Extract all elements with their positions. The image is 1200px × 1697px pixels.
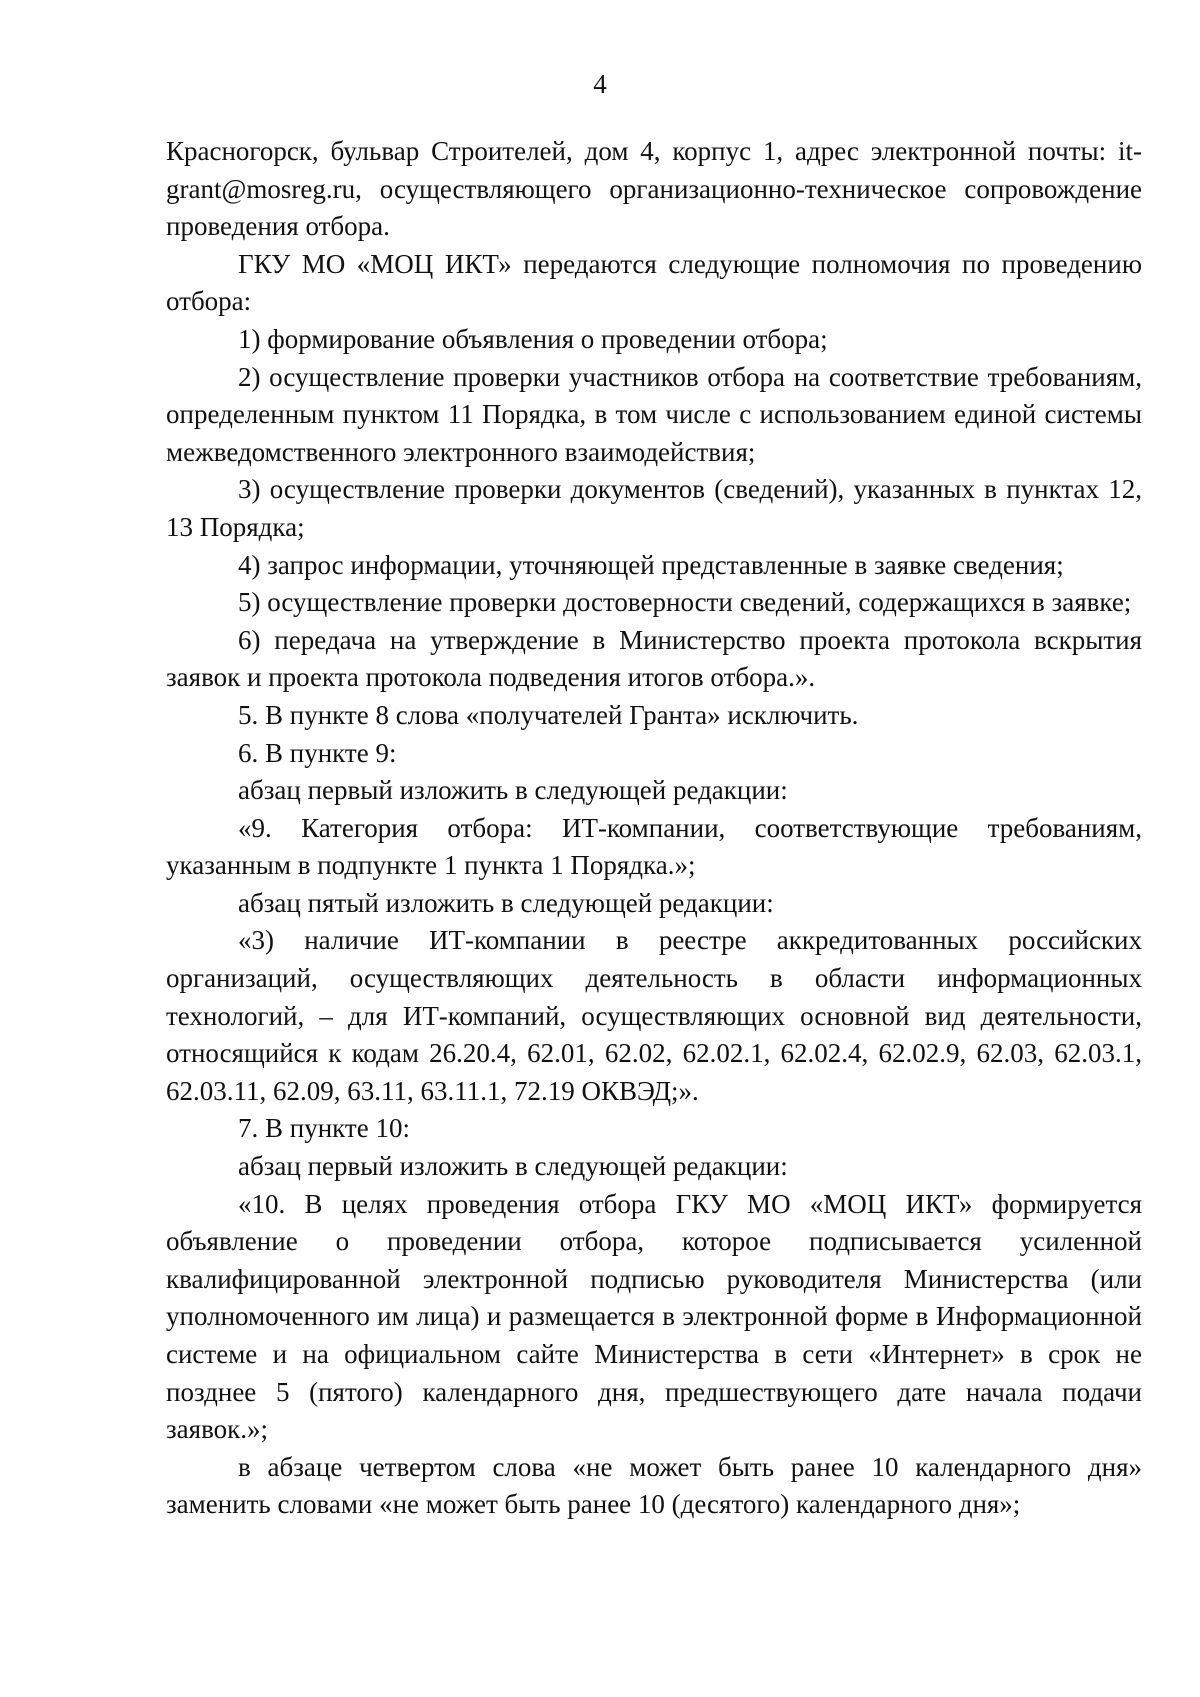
paragraph-item-6-registry: «3) наличие ИТ-компании в реестре аккредитованных российских организаций, осуществляющих деятельность в области информационных технологий, – для ИТ-компаний, осуществляющих основной вид деятельности, относящийся к кодам 26.20.4, 62.01, 62.02, 62.02.1, 62.02.4, 62.02.9, 62.03, 62.03.1, 62.03.11, 62.09, 63.11, 63.11.1, 72.19 ОКВЭД;». xyxy=(166,925,1142,1106)
paragraph-power-4: 4) запрос информации, уточняющей представленные в заявке сведения; xyxy=(238,549,1064,580)
paragraph-item-6-category: «9. Категория отбора: ИТ-компании, соответствующие требованиям, указанным в подпункте 1 пункта 1 Порядка.»; xyxy=(166,812,1142,881)
paragraph-power-6: 6) передача на утверждение в Министерство проекта протокола вскрытия заявок и проекта протокола подведения итогов отбора.». xyxy=(166,624,1142,693)
paragraph-item-7-first: абзац первый изложить в следующей редакции: xyxy=(238,1151,788,1182)
paragraph-item-6-first: абзац первый изложить в следующей редакции: xyxy=(238,775,788,806)
paragraph-powers-intro: ГКУ МО «МОЦ ИКТ» передаются следующие полномочия по проведению отбора: xyxy=(166,248,1142,317)
paragraph-item-7-announcement: «10. В целях проведения отбора ГКУ МО «МОЦ ИКТ» формируется объявление о проведении отбора, которое подписывается усиленной квалифицированной электронной подписью руководителя Министерства (или уполномоченного им лица) и размещается в электронной форме в Информационной системе и на официальном сайте Министерства в сети «Интернет» в срок не позднее 5 (пятого) календарного дня, предшествующего дате начала подачи заявок.»; xyxy=(166,1188,1142,1445)
paragraph-item-7: 7. В пункте 10: xyxy=(238,1113,410,1144)
paragraph-power-5: 5) осуществление проверки достоверности сведений, содержащихся в заявке; xyxy=(238,587,1132,618)
document-body xyxy=(166,133,1142,1524)
paragraph-address-continuation: Красногорск, бульвар Строителей, дом 4, корпус 1, адрес электронной почты: it-grant@mosreg.ru, осуществляющего организационно-техническое сопровождение проведения отбора. xyxy=(166,136,1142,242)
page-number: 4 xyxy=(593,69,607,99)
paragraph-item-6-fifth: абзац пятый изложить в следующей редакции: xyxy=(238,887,774,918)
paragraph-power-3: 3) осуществление проверки документов (сведений), указанных в пунктах 12, 13 Порядка; xyxy=(166,474,1142,542)
paragraph-item-7-fourth: в абзаце четвертом слова «не может быть ранее 10 календарного дня» заменить словами «не может быть ранее 10 (десятого) календарного дня»; xyxy=(166,1451,1142,1520)
paragraph-power-1: 1) формирование объявления о проведении отбора; xyxy=(238,323,828,354)
paragraph-power-2: 2) осуществление проверки участников отбора на соответствие требованиям, определенным пунктом 11 Порядка, в том числе с использованием единой системы межведомственного электронного взаимодействия; xyxy=(166,361,1142,467)
paragraph-item-5: 5. В пункте 8 слова «получателей Гранта» исключить. xyxy=(238,699,859,730)
paragraph-item-6: 6. В пункте 9: xyxy=(238,737,397,768)
